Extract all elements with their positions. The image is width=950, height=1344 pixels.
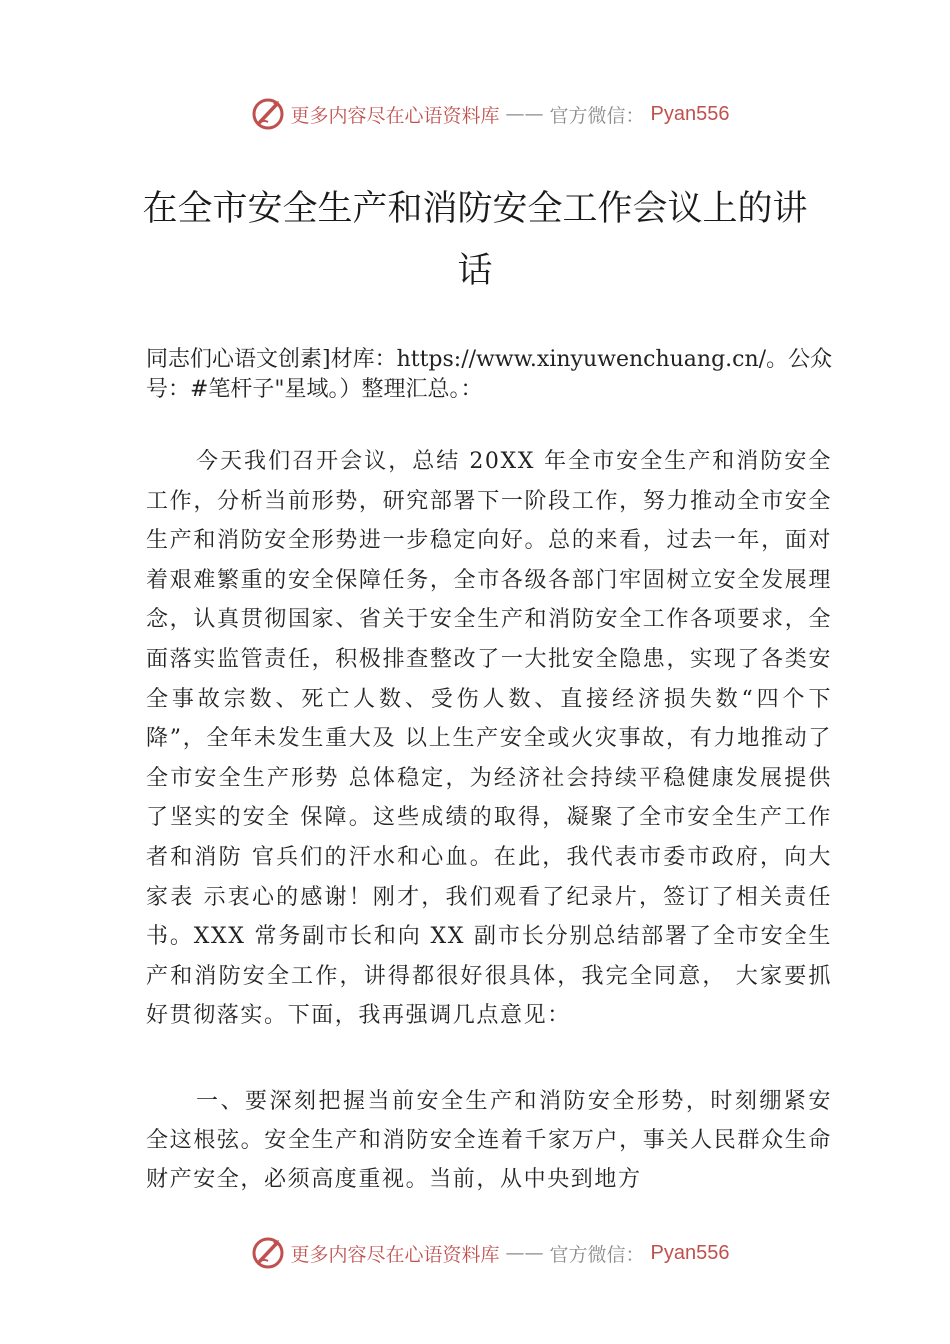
banner-separator: —— xyxy=(505,1242,544,1264)
footer-banner xyxy=(0,1233,950,1273)
banner-separator: —— xyxy=(505,103,544,125)
brush-logo-icon xyxy=(251,1236,285,1270)
paragraph-intro: 今天我们召开会议，总结 20XX 年全市安全生产和消防安全工作，分析当前形势，研究部署下一阶段工作，努力推动全市安全生产和消防安全形势进一步稳定向好。总的来看，过去一年，面对着艰难繁重的安全保障任务，全市各级各部门牢固树立安全发展理念，认真贯彻国家、省关于安全生产和消防安全工作各项要求，全面落实监管责任，积极排查整改了一大批安全隐患，实现了各类安全事故宗数、死亡人数、受伤人数、直接经济损失数“四个下降”，全年未发生重大及 以上生产安全或火灾事故，有力地推动了全市安全生产形势 总体稳定，为经济社会持续平稳健康发展提供了坚实的安全 保障。这些成绩的取得，凝聚了全市安全生产工作者和消防 官兵们的汗水和心血。在此，我代表市委市政府，向大家表 示衷心的感谢！刚才，我们观看了纪录片，签订了相关责任 书。XXX 常务副市长和向 XX 副市长分别总结部署了全市安全生产和消防安全工作，讲得都很好很具体，我完全同意， 大家要抓好贯彻落实。下面，我再强调几点意见： xyxy=(146,449,832,1029)
wechat-id: Pyan556 xyxy=(650,102,730,125)
wechat-label: 官方微信： xyxy=(549,1243,645,1266)
banner-text: 更多内容尽在心语资料库 xyxy=(290,104,500,127)
paragraph-section-one: 一、要深刻把握当前安全生产和消防安全形势，时刻绷紧安全这根弦。安全生产和消防安全连着千家万户，事关人民群众生命财产安全，必须高度重视。当前，从中央到地方 xyxy=(146,1089,832,1192)
banner-text: 更多内容尽在心语资料库 xyxy=(290,1243,500,1266)
wechat-label: 官方微信： xyxy=(549,104,645,127)
wechat-id: Pyan556 xyxy=(650,1241,730,1264)
brush-logo-icon xyxy=(251,97,285,131)
header-banner xyxy=(0,94,950,134)
document-title: 在全市安全生产和消防安全工作会议上的讲话 xyxy=(142,189,808,291)
source-line: 同志们心语文创素]材库：https://www.xinyuwenchuang.cn/。公众号：#笔杆子"星域。）整理汇总。： xyxy=(146,347,833,402)
